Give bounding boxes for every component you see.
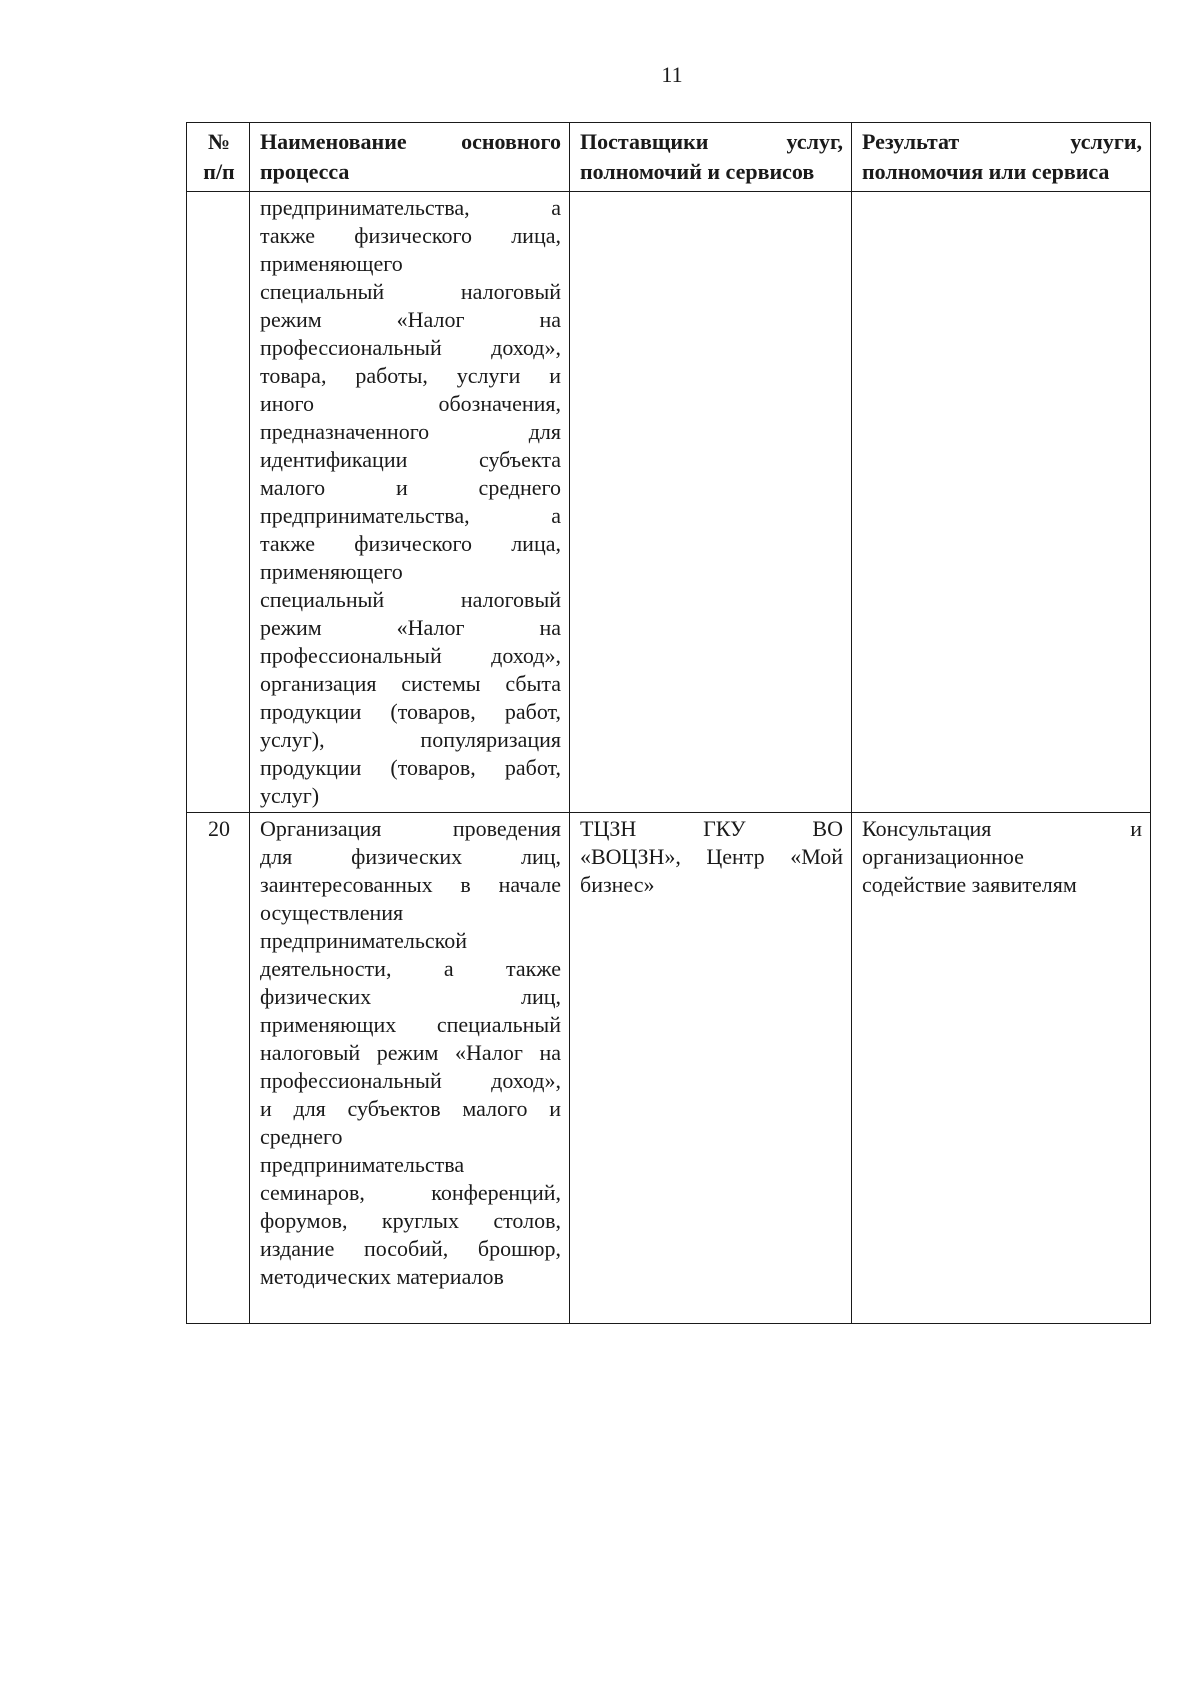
page-number: 11 <box>661 62 683 87</box>
header-provider-line: полномочий и сервисов <box>580 159 815 184</box>
name-text-line: предназначенного для <box>260 419 561 444</box>
name-text-line: режим «Налог на <box>260 307 561 332</box>
name-text-line: предпринимательства <box>260 1152 465 1177</box>
name-text-line: издание пособий, брошюр, <box>260 1236 561 1261</box>
row-name-cell <box>250 192 570 813</box>
header-num-line: п/п <box>203 159 235 184</box>
provider-text-line: «ВОЦЗН», Центр «Мой <box>580 844 843 869</box>
process-table <box>186 122 1151 1324</box>
name-text-line: специальный налоговый <box>260 279 561 304</box>
name-text-line: методических материалов <box>260 1264 504 1289</box>
name-text-line: семинаров, конференций, <box>260 1180 561 1205</box>
name-text-line: применяющего <box>260 559 403 584</box>
name-text-line: форумов, круглых столов, <box>260 1208 561 1233</box>
name-text-line: заинтересованных в начале <box>260 872 561 897</box>
name-text-line: иного обозначения, <box>260 391 561 416</box>
name-text-line: услуг), популяризация <box>260 727 561 752</box>
header-name-line: Наименование основного <box>260 129 561 154</box>
name-text-line: предпринимательской <box>260 928 468 953</box>
table-row <box>187 813 1151 1324</box>
row-num-cell: 20 <box>187 813 250 1324</box>
name-text-line: специальный налоговый <box>260 587 561 612</box>
name-text-line: малого и среднего <box>260 475 561 500</box>
header-result <box>852 123 1151 192</box>
name-text-line: услуг) <box>260 783 320 808</box>
row-result-cell <box>852 813 1151 1324</box>
name-text-line: деятельности, а также <box>260 956 561 981</box>
table-row <box>187 192 1151 813</box>
name-text-line: также физического лица, <box>260 531 561 556</box>
name-text-line: Организация проведения <box>260 816 561 841</box>
table-header-row <box>187 123 1151 192</box>
row-result-cell <box>852 192 1151 813</box>
header-result-line: полномочия или сервиса <box>862 159 1110 184</box>
name-text-line: применяющего <box>260 251 403 276</box>
name-text-line: применяющих специальный <box>260 1012 561 1037</box>
name-text-line: идентификации субъекта <box>260 447 561 472</box>
name-text-line: товара, работы, услуги и <box>260 363 561 388</box>
header-provider-line: Поставщики услуг, <box>580 129 843 154</box>
row-name-cell <box>250 813 570 1324</box>
name-text-line: и для субъектов малого и <box>260 1096 561 1121</box>
row-provider-cell <box>570 192 852 813</box>
name-text-line: режим «Налог на <box>260 615 561 640</box>
result-text-line: Консультация и <box>862 816 1142 841</box>
name-text-line: продукции (товаров, работ, <box>260 755 561 780</box>
name-text-line: организация системы сбыта <box>260 671 561 696</box>
name-text-line: профессиональный доход», <box>260 335 561 360</box>
header-name <box>250 123 570 192</box>
name-text-line: налоговый режим «Налог на <box>260 1040 561 1065</box>
header-provider <box>570 123 852 192</box>
name-text-line: профессиональный доход», <box>260 1068 561 1093</box>
provider-text-line: бизнес» <box>580 872 655 897</box>
name-text-line: для физических лиц, <box>260 844 561 869</box>
header-num-line: № <box>207 129 231 154</box>
name-text-line: предпринимательства, а <box>260 503 561 528</box>
row-num-cell <box>187 192 250 813</box>
name-text-line: физических лиц, <box>260 984 561 1009</box>
name-text-line: профессиональный доход», <box>260 643 561 668</box>
name-text-line: продукции (товаров, работ, <box>260 699 561 724</box>
provider-text-line: ТЦЗН ГКУ ВО <box>580 816 843 841</box>
row-provider-cell <box>570 813 852 1324</box>
result-text-line: организационное <box>862 844 1024 869</box>
result-text-line: содействие заявителям <box>862 872 1077 897</box>
name-text-line: также физического лица, <box>260 223 561 248</box>
name-text-line: среднего <box>260 1124 343 1149</box>
name-text-line: предпринимательства, а <box>260 195 561 220</box>
header-result-line: Результат услуги, <box>862 129 1142 154</box>
header-name-line: процесса <box>260 159 350 184</box>
header-num <box>187 123 250 192</box>
name-text-line: осуществления <box>260 900 404 925</box>
